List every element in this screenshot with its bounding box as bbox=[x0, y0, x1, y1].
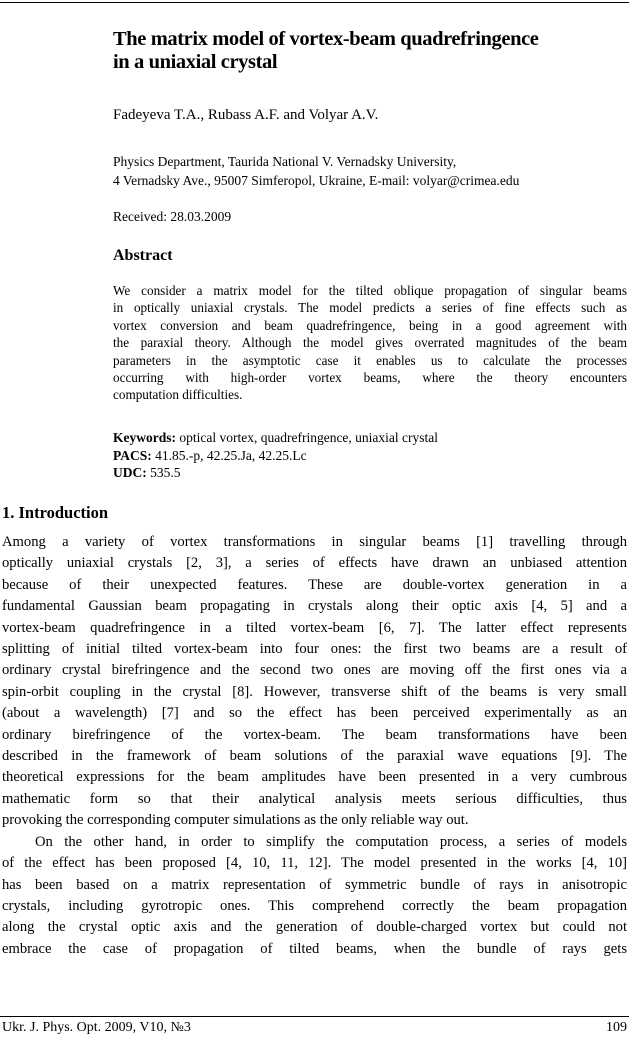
pacs-line bbox=[113, 447, 438, 465]
body-line: along the crystal optic axis and the generation of double-charged vortex but could not bbox=[2, 919, 627, 936]
keywords-value: optical vortex, quadrefringence, uniaxial crystal bbox=[176, 430, 439, 445]
body-line: embrace the case of propagation of tilted beams, when the bundle of rays gets bbox=[2, 940, 627, 957]
body-line: crystals, including gyrotropic ones. This comprehend correctly the beam propagation bbox=[2, 897, 627, 914]
abstract-line: vortex conversion and beam quadrefringence, being in a good agreement with bbox=[113, 317, 627, 333]
keywords-label: Keywords: bbox=[113, 430, 176, 445]
body-line: mathematic form so that their analytical analysis meets serious difficulties, thus bbox=[2, 790, 627, 807]
page-number: 109 bbox=[606, 1020, 627, 1035]
keywords-line bbox=[113, 429, 438, 447]
journal-citation: Ukr. J. Phys. Opt. 2009, V10, №3 bbox=[2, 1020, 191, 1035]
body-line: splitting of initial tilted vortex-beam into four ones: the first two beams are a result of bbox=[2, 641, 627, 658]
body-line: has been based on a matrix representation of symmetric bundle of rays in anisotropic bbox=[2, 876, 627, 893]
abstract-line: the paraxial theory. Although the model gives overrated magnitudes of the beam bbox=[113, 335, 627, 351]
affiliation-line: Physics Department, Taurida National V. Vernadsky University, bbox=[113, 154, 457, 169]
title-line: in a uniaxial crystal bbox=[113, 51, 278, 73]
abstract-line: We consider a matrix model for the tilted oblique propagation of singular beams bbox=[113, 283, 627, 298]
affiliation bbox=[113, 152, 519, 190]
body-line: ordinary birefringence of the vortex-beam. The beam transformations have been bbox=[2, 726, 627, 743]
abstract-heading: Abstract bbox=[113, 247, 173, 264]
body-line: On the other hand, in order to simplify the computation process, a series of models bbox=[35, 833, 627, 850]
footer-rule bbox=[0, 1016, 629, 1017]
udc-line bbox=[113, 464, 438, 482]
received-date: Received: 28.03.2009 bbox=[113, 209, 232, 224]
abstract-line: parameters in the asymptotic case it enables us to calculate the processes bbox=[113, 352, 627, 368]
udc-value: 535.5 bbox=[146, 465, 181, 480]
title-line: The matrix model of vortex-beam quadrefringence bbox=[113, 28, 539, 50]
body-line: optically uniaxial crystals [2, 3], a series of effects have drawn an unbiased attention bbox=[2, 555, 627, 572]
body-line: of the effect has been proposed [4, 10, 11, 12]. The model presented in the works [4, 10] bbox=[2, 855, 627, 872]
introduction-body bbox=[2, 532, 627, 960]
body-line: described in the framework of beam solutions of the paraxial wave equations [9]. The bbox=[2, 748, 627, 765]
body-line: vortex-beam quadrefringence in a tilted vortex-beam [6, 7]. The latter effect represents bbox=[2, 619, 627, 636]
body-line: (about a wavelength) [7] and so the effect has been perceived experimentally as an bbox=[2, 705, 627, 722]
pacs-label: PACS: bbox=[113, 447, 152, 463]
pacs-value: 41.85.-p, 42.25.Ja, 42.25.Lc bbox=[151, 447, 307, 463]
body-line: provoking the corresponding computer simulations as the only reliable way out. bbox=[2, 812, 469, 829]
paper-title bbox=[113, 28, 613, 74]
abstract-line: occurring with high-order vortex beams, where the theory encounters bbox=[113, 370, 627, 386]
body-line: spin-orbit coupling in the crystal [8]. However, transverse shift of the beams is very small bbox=[2, 683, 627, 700]
body-line: fundamental Gaussian beam propagating in crystals along their optic axis [4, 5] and a bbox=[2, 598, 627, 615]
body-line: ordinary crystal birefringence and the second two ones are moving off the first ones via a bbox=[2, 662, 627, 679]
body-line: Among a variety of vortex transformations in singular beams [1] travelling through bbox=[2, 534, 627, 550]
body-line: because of their unexpected features. These are double-vortex generation in a bbox=[2, 576, 627, 593]
authors: Fadeyeva T.A., Rubass A.F. and Volyar A.V. bbox=[113, 107, 379, 123]
udc-label: UDC: bbox=[113, 465, 147, 480]
section-heading: 1. Introduction bbox=[2, 503, 109, 522]
abstract-line: in optically uniaxial crystals. The model predicts a series of fine effects such as bbox=[113, 300, 627, 316]
top-rule bbox=[0, 2, 629, 3]
keywords-block bbox=[113, 429, 438, 482]
affiliation-line: 4 Vernadsky Ave., 95007 Simferopol, Ukraine, E-mail: volyar@crimea.edu bbox=[113, 173, 520, 188]
abstract-body bbox=[113, 282, 627, 404]
body-line: theoretical expressions for the beam amplitudes have been presented in a very cumbrous bbox=[2, 769, 627, 786]
abstract-line: computation difficulties. bbox=[113, 387, 243, 403]
